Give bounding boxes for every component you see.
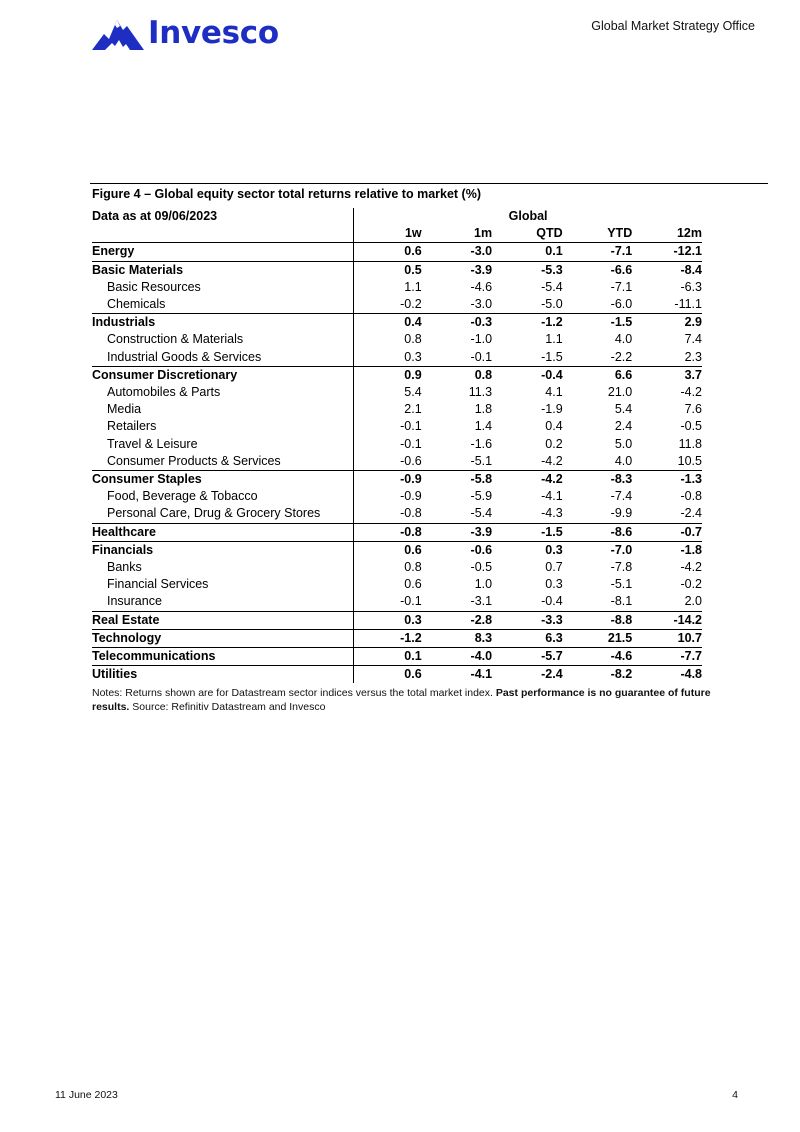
value-cell: -0.2	[680, 577, 702, 592]
row-label: Basic Resources	[92, 279, 354, 296]
sector-row	[92, 648, 702, 666]
value-cell: 0.1	[545, 244, 563, 259]
subsector-row	[92, 401, 702, 418]
value-cell: -4.2	[680, 560, 702, 575]
sector-row	[92, 471, 702, 489]
value-cell: -7.4	[610, 489, 633, 504]
row-label: Chemicals	[92, 296, 354, 314]
value-cell: -8.3	[563, 471, 633, 489]
value-cell: -4.3	[541, 506, 563, 521]
value-cell: -1.2	[492, 314, 563, 332]
subsector-row	[92, 576, 702, 593]
value-cell: -8.1	[610, 594, 633, 609]
value-cell: -9.9	[610, 506, 633, 521]
value-cell: -0.1	[400, 594, 422, 609]
value-cell: -1.9	[541, 402, 563, 417]
sector-row	[92, 243, 702, 261]
value-cell: -5.4	[541, 279, 563, 294]
value-cell: 11.8	[678, 436, 702, 451]
value-cell: -5.9	[470, 489, 493, 504]
value-cell: 0.6	[404, 577, 422, 592]
value-cell: 3.7	[632, 366, 702, 384]
subsector-row	[92, 279, 702, 296]
value-cell: 0.7	[545, 560, 563, 575]
value-cell: -7.7	[632, 648, 702, 666]
sector-row	[92, 611, 702, 629]
value-cell: -7.1	[610, 279, 633, 294]
value-cell: 0.3	[492, 541, 563, 559]
row-label: Real Estate	[92, 611, 354, 629]
sector-row	[92, 366, 702, 384]
value-cell: 21.0	[607, 385, 633, 400]
value-cell: -5.0	[541, 297, 563, 312]
value-cell: 4.0	[614, 332, 633, 347]
value-cell: -4.2	[492, 471, 563, 489]
value-cell: -4.6	[563, 648, 633, 666]
value-cell: 1.1	[404, 279, 422, 294]
column-header: YTD	[563, 225, 633, 243]
value-cell: 0.6	[354, 541, 422, 559]
value-cell: 5.0	[614, 436, 633, 451]
value-cell: 0.3	[545, 577, 563, 592]
group-label: Global	[508, 209, 548, 223]
value-cell: 2.9	[632, 314, 702, 332]
value-cell: -3.3	[492, 611, 563, 629]
notes-disclaimer: Past performance is no guarantee of future results.	[92, 687, 711, 713]
value-cell: -1.8	[632, 541, 702, 559]
sector-row	[92, 523, 702, 541]
row-label: Financial Services	[92, 576, 354, 593]
row-label: Media	[92, 401, 354, 418]
sector-row	[92, 261, 702, 279]
notes	[92, 686, 742, 714]
sector-row	[92, 314, 702, 332]
value-cell: -4.6	[470, 279, 493, 294]
value-cell: 5.4	[614, 402, 633, 417]
returns-table	[92, 208, 702, 683]
row-label: Healthcare	[92, 523, 354, 541]
value-cell: 10.7	[632, 629, 702, 647]
value-cell: -4.8	[632, 666, 702, 684]
value-cell: -0.9	[400, 489, 422, 504]
value-cell: -3.1	[470, 594, 493, 609]
value-cell: -0.1	[400, 419, 422, 434]
subsector-row	[92, 331, 702, 348]
table-header-row	[92, 208, 702, 225]
value-cell: 0.8	[404, 560, 422, 575]
column-header: 1w	[354, 225, 422, 243]
value-cell: 2.0	[684, 594, 702, 609]
row-label: Construction & Materials	[92, 331, 354, 348]
row-label: Banks	[92, 559, 354, 576]
value-cell: -0.8	[400, 506, 422, 521]
notes-source: Source: Refinitiv Datastream and Invesco	[129, 701, 326, 713]
value-cell: -1.5	[541, 349, 563, 364]
sector-row	[92, 629, 702, 647]
value-cell: 4.0	[614, 453, 633, 468]
value-cell: 0.3	[404, 349, 422, 364]
row-label: Retailers	[92, 418, 354, 435]
value-cell: -0.8	[354, 523, 422, 541]
value-cell: -3.9	[422, 523, 492, 541]
header-spacer	[92, 225, 354, 243]
mountain-logo-icon	[90, 14, 146, 52]
value-cell: -1.5	[563, 314, 633, 332]
value-cell: -0.6	[422, 541, 492, 559]
value-cell: -2.8	[422, 611, 492, 629]
row-label: Industrials	[92, 314, 354, 332]
value-cell: -5.1	[470, 453, 493, 468]
value-cell: -3.0	[470, 244, 493, 259]
row-label: Energy	[92, 243, 354, 261]
value-cell: -14.2	[632, 611, 702, 629]
value-cell: 0.9	[354, 366, 422, 384]
subsector-row	[92, 593, 702, 611]
value-cell: 0.6	[354, 666, 422, 684]
value-cell: -3.9	[422, 261, 492, 279]
value-cell: 0.6	[404, 244, 422, 259]
value-cell: -5.1	[610, 577, 633, 592]
row-label: Food, Beverage & Tobacco	[92, 488, 354, 505]
notes-text: Notes: Returns shown are for Datastream sector indices versus the total market index.	[92, 687, 496, 699]
page-number: 4	[732, 1089, 738, 1101]
value-cell: 5.4	[404, 385, 422, 400]
value-cell: -4.2	[680, 385, 702, 400]
subsector-row	[92, 559, 702, 576]
row-label: Financials	[92, 541, 354, 559]
row-label: Utilities	[92, 666, 354, 684]
column-header: 1m	[422, 225, 492, 243]
subsector-row	[92, 436, 702, 453]
value-cell: -0.4	[541, 594, 563, 609]
row-label: Consumer Discretionary	[92, 366, 354, 384]
value-cell: -7.0	[563, 541, 633, 559]
value-cell: -8.6	[563, 523, 633, 541]
value-cell: 10.5	[677, 453, 702, 468]
office-label: Global Market Strategy Office	[591, 19, 755, 33]
value-cell: -11.1	[674, 297, 702, 312]
value-cell: 2.4	[614, 419, 633, 434]
subsector-row	[92, 296, 702, 314]
value-cell: 0.1	[354, 648, 422, 666]
column-header: QTD	[492, 225, 563, 243]
value-cell: -8.8	[563, 611, 633, 629]
row-label: Personal Care, Drug & Grocery Stores	[92, 505, 354, 523]
invesco-logo	[90, 14, 279, 52]
value-cell: 0.5	[354, 261, 422, 279]
value-cell: 4.1	[545, 385, 563, 400]
value-cell: 7.6	[684, 402, 702, 417]
value-cell: -5.8	[422, 471, 492, 489]
value-cell: 21.5	[563, 629, 633, 647]
row-label: Technology	[92, 629, 354, 647]
row-label: Industrial Goods & Services	[92, 349, 354, 367]
value-cell: -5.4	[470, 506, 493, 521]
subsector-row	[92, 384, 702, 401]
subsector-row	[92, 349, 702, 367]
value-cell: -6.3	[680, 279, 702, 294]
value-cell: -0.8	[680, 489, 702, 504]
footer-date: 11 June 2023	[55, 1089, 118, 1101]
value-cell: 1.8	[474, 402, 493, 417]
value-cell: 11.3	[468, 385, 493, 400]
logo-wordmark: Invesco	[148, 14, 279, 51]
subsector-row	[92, 453, 702, 471]
row-label: Consumer Staples	[92, 471, 354, 489]
value-cell: -0.5	[470, 560, 493, 575]
value-cell: -6.6	[563, 261, 633, 279]
value-cell: 6.3	[492, 629, 563, 647]
value-cell: -4.1	[422, 666, 492, 684]
value-cell: 0.2	[545, 436, 563, 451]
row-label: Insurance	[92, 593, 354, 611]
value-cell: -1.2	[354, 629, 422, 647]
value-cell: 8.3	[422, 629, 492, 647]
value-cell: -4.2	[541, 453, 563, 468]
row-label: Basic Materials	[92, 261, 354, 279]
data-as-at-label: Data as at 09/06/2023	[92, 208, 354, 225]
value-cell: 2.1	[404, 402, 422, 417]
row-label: Travel & Leisure	[92, 436, 354, 453]
value-cell: -1.5	[492, 523, 563, 541]
value-cell: -1.6	[470, 436, 493, 451]
value-cell: -5.7	[492, 648, 563, 666]
value-cell: 6.6	[563, 366, 633, 384]
value-cell: -0.3	[422, 314, 492, 332]
row-label: Automobiles & Parts	[92, 384, 354, 401]
value-cell: 7.4	[684, 332, 702, 347]
value-cell: 1.4	[474, 419, 493, 434]
subsector-row	[92, 505, 702, 523]
value-cell: -0.6	[400, 453, 422, 468]
value-cell: -6.0	[610, 297, 633, 312]
column-header-row	[92, 225, 702, 243]
value-cell: -0.7	[632, 523, 702, 541]
value-cell: -12.1	[673, 244, 702, 259]
value-cell: 0.3	[354, 611, 422, 629]
value-cell: -1.3	[632, 471, 702, 489]
value-cell: -8.4	[632, 261, 702, 279]
value-cell: -0.5	[680, 419, 702, 434]
value-cell: 0.4	[354, 314, 422, 332]
value-cell: 1.1	[545, 332, 563, 347]
value-cell: 2.3	[684, 349, 702, 364]
value-cell: -1.0	[470, 332, 493, 347]
value-cell: -3.0	[470, 297, 493, 312]
value-cell: -2.4	[492, 666, 563, 684]
value-cell: -2.4	[680, 506, 702, 521]
figure-title: Figure 4 – Global equity sector total returns relative to market (%)	[92, 187, 481, 201]
subsector-row	[92, 418, 702, 435]
value-cell: -4.1	[541, 489, 563, 504]
value-cell: -0.4	[492, 366, 563, 384]
value-cell: 1.0	[474, 577, 493, 592]
sector-row	[92, 666, 702, 684]
value-cell: -4.0	[422, 648, 492, 666]
value-cell: 0.8	[404, 332, 422, 347]
value-cell: -2.2	[610, 349, 633, 364]
value-cell: -7.8	[610, 560, 633, 575]
value-cell: -5.3	[492, 261, 563, 279]
value-cell: -0.1	[400, 436, 422, 451]
value-cell: -7.1	[610, 244, 633, 259]
value-cell: -0.1	[470, 349, 493, 364]
row-label: Telecommunications	[92, 648, 354, 666]
value-cell: -0.2	[400, 297, 422, 312]
figure-top-rule	[90, 183, 768, 184]
value-cell: -0.9	[354, 471, 422, 489]
value-cell: 0.4	[545, 419, 563, 434]
sector-row	[92, 541, 702, 559]
row-label: Consumer Products & Services	[92, 453, 354, 471]
subsector-row	[92, 488, 702, 505]
column-header: 12m	[632, 225, 702, 243]
value-cell: 0.8	[422, 366, 492, 384]
value-cell: -8.2	[563, 666, 633, 684]
